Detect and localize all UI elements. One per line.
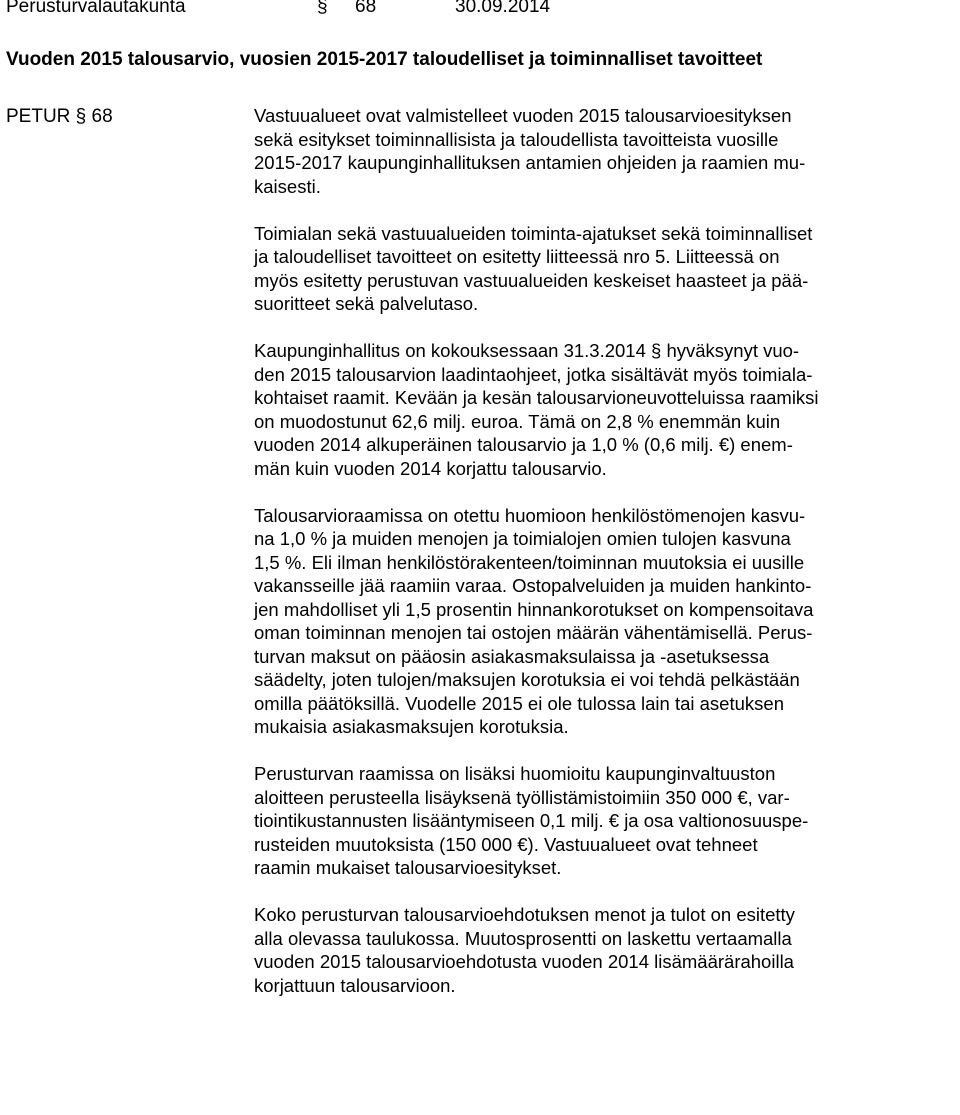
paragraph-line: tiointikustannusten lisääntymiseen 0,1 milj. € ja osa valtionosuuspe- <box>254 810 809 831</box>
paragraph-line: 1,5 %. Eli ilman henkilöstörakenteen/toiminnan muutoksia ei uusille <box>254 551 805 573</box>
section-sign: § <box>317 0 328 17</box>
document-title: Vuoden 2015 talousarvio, vuosien 2015-2017 taloudelliset ja toiminnalliset tavoitteet <box>6 49 763 70</box>
paragraph-line: säädelty, joten tulojen/maksujen korotuksia ei voi tehdä pelkästään <box>254 669 800 690</box>
section-number: 68 <box>355 0 377 17</box>
paragraph-line: Talousarvioraamissa on otettu huomioon henkilöstömenojen kasvu- <box>254 504 806 526</box>
paragraph-line: män kuin vuoden 2014 korjattu talousarvio. <box>254 457 607 479</box>
organization-name: Perusturvalautakunta <box>6 0 186 17</box>
paragraph-line: rusteiden muutoksista (150 000 €). Vastuualueet ovat tehneet <box>254 833 758 855</box>
paragraph-line: oman toiminnan menojen tai ostojen määrän vähentämisellä. Perus- <box>254 622 813 643</box>
paragraph-line: vakansseille jää raamiin varaa. Ostopalveluiden ja muiden hankinto- <box>254 575 812 596</box>
paragraph-6 <box>254 903 954 997</box>
paragraph-line: turvan maksut on pääosin asiakasmaksulaissa ja -asetuksessa <box>254 645 770 667</box>
paragraph-line: den 2015 talousarvion laadintaohjeet, jotka sisältävät myös toimiala- <box>254 363 813 385</box>
paragraph-1 <box>254 104 954 198</box>
paragraph-line: Vastuualueet ovat valmistelleet vuoden 2015 talousarvioesityksen <box>254 105 792 126</box>
paragraph-line: Koko perusturvan talousarvioehdotuksen menot ja tulot on esitetty <box>254 904 795 925</box>
paragraph-line: na 1,0 % ja muiden menojen ja toimialojen omien tulojen kasvuna <box>254 528 791 549</box>
paragraph-line: 2015-2017 kaupunginhallituksen antamien ohjeiden ja raamien mu- <box>254 152 806 173</box>
paragraph-line: alla olevassa taulukossa. Muutosprosentti on laskettu vertaamalla <box>254 927 792 949</box>
paragraph-4 <box>254 504 954 739</box>
paragraph-line: raamin mukaiset talousarvioesitykset. <box>254 857 562 878</box>
paragraph-line: aloitteen perusteella lisäyksenä työllistämistoimiin 350 000 €, var- <box>254 786 790 808</box>
paragraph-line: vuoden 2015 talousarvioehdotusta vuoden 2014 lisämäärärahoilla <box>254 951 794 972</box>
paragraph-line: kaisesti. <box>254 175 321 197</box>
paragraph-3 <box>254 339 954 480</box>
paragraph-line: sekä esitykset toiminnallisista ja taloudellista tavoitteista vuosille <box>254 128 779 150</box>
paragraph-line: Toimialan sekä vastuualueiden toiminta-ajatukset sekä toiminnalliset <box>254 222 813 244</box>
paragraph-line: on muodostunut 62,6 milj. euroa. Tämä on 2,8 % enemmän kuin <box>254 410 781 432</box>
paragraph-line: Kaupunginhallitus on kokouksessaan 31.3.2014 § hyväksynyt vuo- <box>254 340 800 361</box>
paragraph-line: jen mahdolliset yli 1,5 prosentin hinnankorotukset on kompensoitava <box>254 598 814 620</box>
paragraph-line: omilla päätöksillä. Vuodelle 2015 ei ole tulossa lain tai asetuksen <box>254 692 784 714</box>
paragraph-line: mukaisia asiakasmaksujen korotuksia. <box>254 716 569 737</box>
agenda-reference: PETUR § 68 <box>6 106 113 127</box>
paragraph-line: korjattuun talousarvioon. <box>254 974 456 996</box>
paragraph-line: myös esitetty perustuvan vastuualueiden keskeiset haasteet ja pää- <box>254 269 809 291</box>
document-body <box>254 104 954 1021</box>
paragraph-2 <box>254 222 954 316</box>
paragraph-line: kohtaiset raamit. Kevään ja kesän talousarvioneuvotteluissa raamiksi <box>254 387 819 408</box>
paragraph-line: suoritteet sekä palvelutaso. <box>254 293 479 314</box>
meeting-date: 30.09.2014 <box>455 0 551 17</box>
paragraph-line: ja taloudelliset tavoitteet on esitetty liitteessä nro 5. Liitteessä on <box>254 246 780 267</box>
paragraph-line: Perusturvan raamissa on lisäksi huomioitu kaupunginvaltuuston <box>254 763 776 784</box>
paragraph-line: vuoden 2014 alkuperäinen talousarvio ja 1,0 % (0,6 milj. €) enem- <box>254 434 793 455</box>
paragraph-5 <box>254 762 954 880</box>
